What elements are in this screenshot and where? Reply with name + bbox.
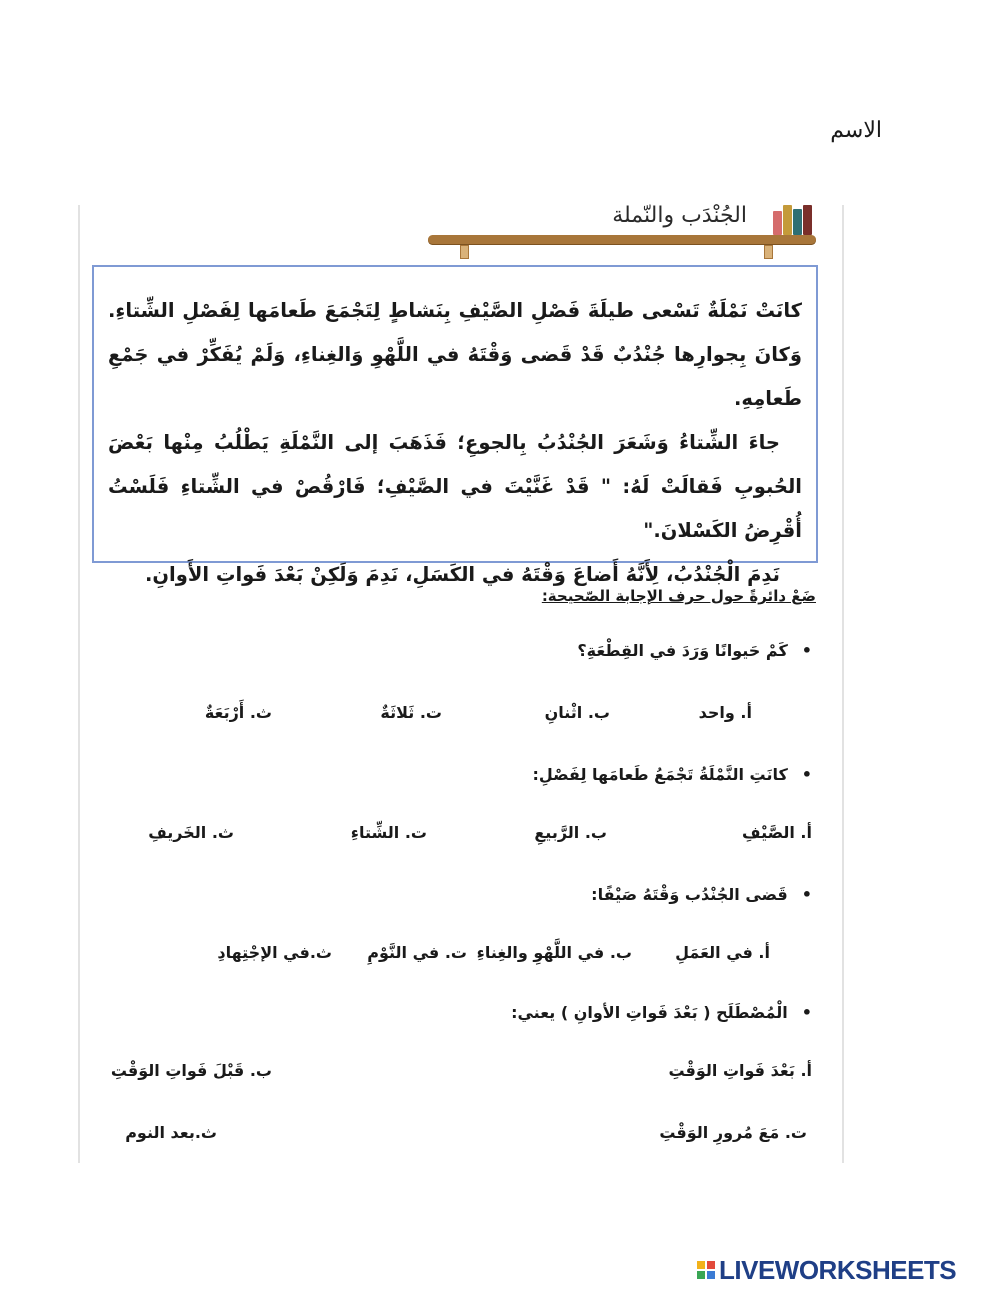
option-b[interactable]: ب. في اللَّهْوِ والغِناءِ xyxy=(476,943,632,962)
passage-paragraph: نَدِمَ الْجُنْدُبُ، لِأَنَّهُ أَضاعَ وَقْتَهُ في الكَسَلِ، نَدِمَ وَلَكِنْ بَعْدَ فَواتِ الأَوانِ. xyxy=(145,563,780,586)
passage-paragraph: جاءَ الشِّتاءُ وَشَعَرَ الجُنْدُبُ بِالجوعِ؛ فَذَهَبَ إلى النَّمْلَةِ يَطْلُبُ مِنْها بَعْضَ الحُبوبِ فَقالَتْ لَهُ: " قَدْ غَنَّيْتَ في الصَّيْفِ؛ فَارْقُصْ في الشِّتاءِ فَلَسْتُ أُقْرِضُ الكَسْلانَ." xyxy=(108,431,802,542)
passage-paragraph: كانَتْ نَمْلَةٌ تَسْعى طيلَةَ فَصْلِ الصَّيْفِ بِنَشاطٍ لِتَجْمَعَ طَعامَها لِفَصْلِ الشِّتاءِ. وَكانَ بِجوارِها جُنْدُبٌ قَدْ قَضى وَقْتَهُ في اللَّهْوِ وَالغِناءِ، وَلَمْ يُفَكِّرْ في جَمْعِ طَعامِهِ. xyxy=(108,299,802,410)
option-t[interactable]: ت. مَعَ مُرورِ الوَقْتِ xyxy=(659,1123,807,1142)
option-th[interactable]: ث. أَرْبَعَةٌ xyxy=(204,703,272,722)
option-th[interactable]: ث.بعد النوم xyxy=(125,1123,217,1142)
question-text: كانَتِ النَّمْلَةُ تَجْمَعُ طَعامَها لِفَصْلِ: xyxy=(532,765,788,784)
worksheet-title: الجُنْدَب والنّملة xyxy=(612,203,747,228)
option-a[interactable]: أ. في العَمَلِ xyxy=(675,943,770,962)
worksheet-page xyxy=(78,205,844,1163)
option-t[interactable]: ت. ثَلاثَةٌ xyxy=(380,703,442,722)
option-a[interactable]: أ. الصَّيْفِ xyxy=(742,823,812,842)
option-th[interactable]: ث. الخَريفِ xyxy=(148,823,234,842)
shelf-bracket xyxy=(460,245,469,259)
question-1 xyxy=(577,641,812,660)
question-2 xyxy=(532,765,812,784)
question-text: قَضى الجُنْدُب وَقْتَهُ صَيْفًا: xyxy=(591,885,788,904)
question-3 xyxy=(591,885,812,904)
option-b[interactable]: ب. اثْنانِ xyxy=(544,703,610,722)
option-a[interactable]: أ. واحد xyxy=(698,703,752,722)
option-t[interactable]: ت. في النَّوْمِ xyxy=(367,943,467,962)
option-b[interactable]: ب. قَبْلَ فَواتِ الوَقْتِ xyxy=(110,1061,272,1080)
question-text: الْمُصْطَلَح ( بَعْدَ فَواتِ الأوانِ ) يعني: xyxy=(511,1003,788,1022)
shelf-decoration xyxy=(428,235,816,244)
logo-text: LIVEWORKSHEETS xyxy=(719,1254,957,1285)
name-label: الاسم xyxy=(830,118,882,143)
liveworksheets-logo[interactable] xyxy=(697,1255,956,1285)
option-t[interactable]: ت. الشِّتاءِ xyxy=(350,823,427,842)
instruction-text: ضَعْ دائرةً حول حرف الإجابة الصّحيحة: xyxy=(541,587,816,605)
shelf-bracket xyxy=(764,245,773,259)
option-b[interactable]: ب. الرَّبيعِ xyxy=(534,823,607,842)
reading-passage xyxy=(92,265,818,586)
bullet-icon: • xyxy=(801,885,812,904)
bullet-icon: • xyxy=(801,641,812,660)
option-a[interactable]: أ. بَعْدَ فَواتِ الوَقْتِ xyxy=(668,1061,812,1080)
logo-grid-icon xyxy=(697,1261,715,1279)
books-icon xyxy=(762,205,812,235)
question-4 xyxy=(511,1003,812,1022)
bullet-icon: • xyxy=(801,765,812,784)
option-th[interactable]: ث.في الإجْتِهادِ xyxy=(217,943,332,962)
worksheet-header xyxy=(80,205,842,265)
bullet-icon: • xyxy=(801,1003,812,1022)
question-text: كَمْ حَيوانًا وَرَدَ في القِطْعَةِ؟ xyxy=(577,641,788,660)
